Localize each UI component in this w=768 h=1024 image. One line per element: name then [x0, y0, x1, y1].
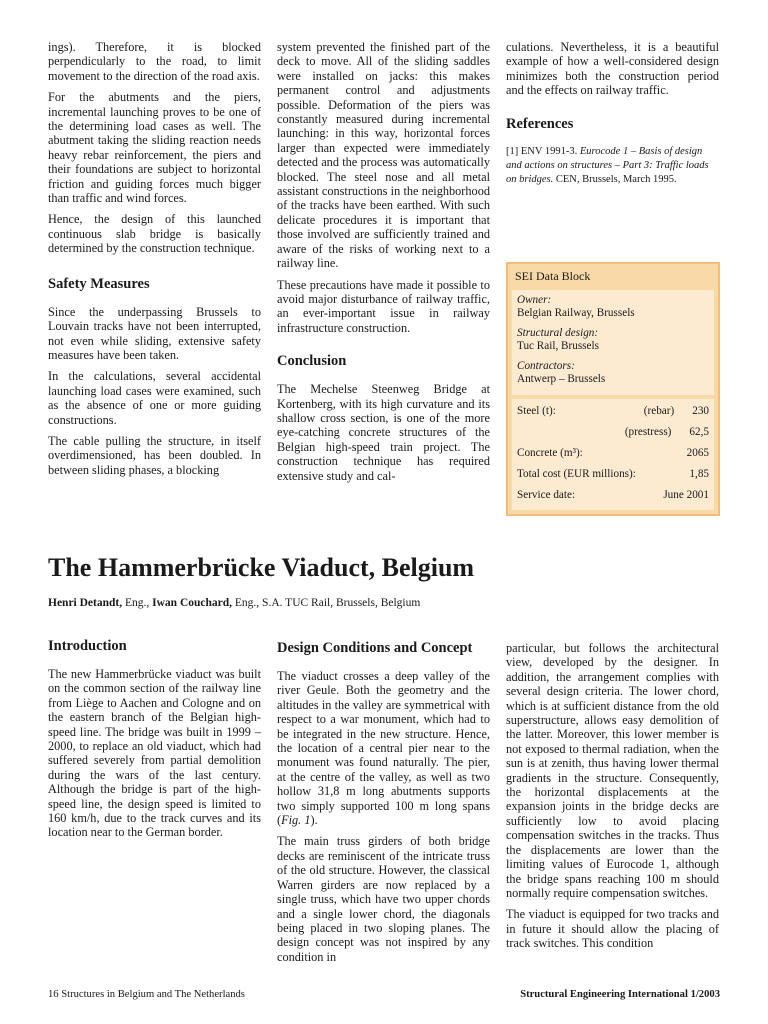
paragraph: The main truss girders of both bridge decks are reminiscent of the intricate truss of the old structure. However, the classical Warren girders are now replaced by a single truss, which have two upper chords and a single lower chord, the diagonals being placed in two sloping planes. The design concept was not inspired by any condition in [277, 834, 490, 964]
paragraph: The viaduct crosses a deep valley of the river Geule. Both the geometry and the altitudes in the valley are symmetrical with respect to a war monument, which had to be integrated in the new structure. Hence, the location of a central pier near to the monument was found naturally. The pier, at the centre of the valley, as well as two hollow 31,8 m long abutments supports two simply supported 100 m long spans (Fig. 1). [277, 669, 490, 828]
paragraph: particular, but follows the architectural view, developed by the designer. In addition, the arrangement complies with several design criteria. The lower chord, which is at sufficient distance from the old superstructure, allows easy demolition of the latter. Moreover, this lower member is not exposed to thermal radiation, when the sun is at zenith, thus having lower thermal gradients in the structure. Consequently, the horizontal displacements at the expansion joints in the bridge decks are sufficiently low to avoid placing compensation switches in the tracks. Thus the displacements are lower than the limiting values of Eurocode 1, although the bridge spans reaching 100 m should normally require compensation switches. [506, 641, 719, 900]
article-title: The Hammerbrücke Viaduct, Belgium [48, 553, 475, 582]
paragraph: The viaduct is equipped for two tracks and in future it should allow the placing of track switches. This condition [506, 907, 719, 951]
footer-journal: Structural Engineering International 1/2003 [520, 989, 720, 1000]
concrete-row: Concrete (m³): 2065 [517, 447, 709, 459]
steel-prestress-row: (prestress) 62,5 [624, 426, 709, 438]
owner-entry: Owner: Belgian Railway, Brussels [517, 294, 635, 319]
section-heading-conclusion: Conclusion [277, 353, 347, 370]
data-block-parties [512, 290, 714, 395]
paragraph: The Mechelse Steenweg Bridge at Kortenberg, with its high curvature and its shallow cross section, is one of the more eye-catching concrete structures of the Belgian high-speed train project. The construction technique has required extensive study and cal- [277, 382, 490, 483]
section-heading-references: References [506, 115, 574, 132]
paragraph: system prevented the finished part of the deck to move. All of the sliding saddles were installed on jacks: this makes permanent control and adjustments possible. Deformation of the piers was constantly measured during incremental launching: in this way, horizontal forces larger than expected were immediately detected and the process was automatically blocked. The steel nose and all metal assistant constructions in the neighborhood of the tracks have been earthed. With such delicate procedures it is important that those involved are sufficiently trained and aware of the risks of working next to a railway line. [277, 40, 490, 271]
data-block-title: SEI Data Block [515, 269, 591, 283]
paragraph: Hence, the design of this launched continuous slab bridge is basically determined by the construction technique. [48, 212, 261, 256]
paragraph: ings). Therefore, it is blocked perpendicularly to the road, to limit movement to the direction of the road axis. [48, 40, 261, 83]
top-column-1 [48, 40, 261, 484]
top-column-2 [277, 40, 490, 490]
paragraph: Since the underpassing Brussels to Louvain tracks have not been interrupted, not even while sliding, extensive safety measures have been taken. [48, 304, 261, 362]
paragraph: culations. Nevertheless, it is a beautiful example of how a well-considered design minimizes both the construction period and the effects on railway traffic. [506, 40, 719, 98]
top-column-3 [506, 40, 719, 194]
paragraph: The new Hammerbrücke viaduct was built on the common section of the railway line from Liège to Aachen and Cologne and on the eastern branch of the Belgian high-speed line. The bridge was built in 1999 – 2000, to replace an old viaduct, which had suffered severely from partial demolition during the wars of the last century. Although the bridge is part of the high-speed line, the design speed is limited to 160 km/h, due to the track curves and its location near to the German border. [48, 667, 261, 840]
reference-item: [1] ENV 1991-3. Eurocode 1 – Basis of design and actions on structures – Part 3: Traffic loads on bridges. CEN, Brussels, March 1995. [506, 145, 709, 185]
data-block-figures [512, 399, 714, 510]
structural-design-entry: Structural design: Tuc Rail, Brussels [517, 327, 599, 352]
paragraph: In the calculations, several accidental launching load cases were examined, such as the absence of one or more guiding constructions. [48, 369, 261, 427]
authors-line: Henri Detandt, Eng., Iwan Couchard, Eng., S.A. TUC Rail, Brussels, Belgium [48, 597, 421, 609]
article-column-1 [48, 626, 261, 847]
sei-data-block [506, 262, 720, 516]
service-date-row: Service date: June 2001 [517, 489, 709, 501]
article-column-3 [506, 641, 719, 958]
steel-rebar-row: Steel (t): (rebar) 230 [517, 405, 709, 417]
total-cost-row: Total cost (EUR millions): 1,85 [517, 468, 709, 480]
paragraph: The cable pulling the structure, in itself overdimensioned, has been doubled. In between sliding phases, a blocking [48, 433, 261, 477]
paragraph: For the abutments and the piers, incremental launching proves to be one of the determining load cases as well. The abutment taking the sliding reaction needs heavy rebar reinforcement, the piers and their foundations are subject to horizontal friction and guiding forces much bigger than traffic and wind forces. [48, 90, 261, 206]
paragraph: These precautions have made it possible to avoid major disturbance of railway traffic, an ever-important issue in railway infrastructure construction. [277, 277, 490, 335]
section-heading-safety: Safety Measures [48, 275, 150, 292]
footer-page-info: 16 Structures in Belgium and The Netherlands [48, 989, 245, 1000]
section-heading-design-conditions: Design Conditions and Concept [277, 640, 473, 656]
section-heading-introduction: Introduction [48, 638, 127, 654]
article-column-2 [277, 626, 490, 971]
contractors-entry: Contractors: Antwerp – Brussels [517, 360, 606, 385]
